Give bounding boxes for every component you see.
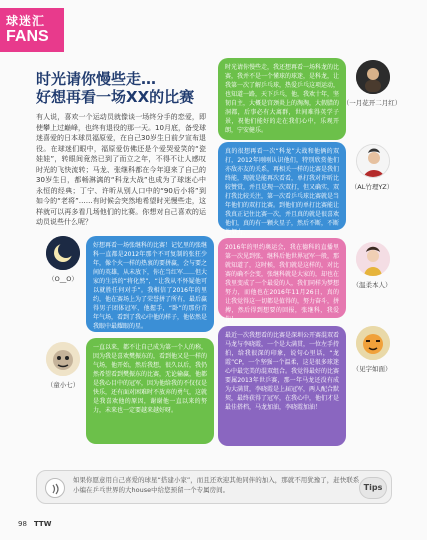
avatar-5	[46, 342, 80, 376]
badge-title-zh: 球迷汇	[6, 14, 46, 28]
page-number: 98	[18, 520, 27, 528]
comment-text-1: 时光请你慢些走，我还想再看一场科龙的比赛，我并不是一个懂球的球迷，是科龙，让我第一次了解乒乓球，热爱乒乓这项运动，也知道一路，天下乒乓，他，我欢十年，坚韧自主，大概是宫颈炎上的淘淘，大假腊的洞都，后事必有大离群，世间难得英学子景，祝他们能好的走在我们心中，乐观开朗，宁安健乐。	[225, 64, 340, 134]
comment-bubble-2	[218, 142, 346, 236]
avatar-2	[356, 144, 390, 178]
article-intro: 有人说，喜欢一个运动员就像谈一场终分手的恋爱，即使攀上过巅峰，也终有退役的那一天。10月底，备受球迷喜爱的日本球员福原爱，在自己30岁生日前夕宣布退役。在球迷们眼中，福原爱仿佛还是个爱哭爱笑的“瓷娃娃”，转眼间竟然已到了而立之年，不得不让人感叹时光的飞快流转；马龙、张继科都在今年迎来了自己的30岁生日，都畅淋漓的“科龙大战”也成为了球迷心中永恒的经典；丁宁、许昕从别人口中的“90后小将”到如今的“老将”……有时候会突然地希望时光慢些走，这样就可以再多看几场他们的比赛。你想对自己喜欢的运动员说些什么呢？	[36, 113, 206, 226]
sound-wave-icon	[45, 478, 65, 498]
comment-user-2: （AL竹理YZ）	[350, 183, 394, 191]
tip-banner	[36, 470, 392, 504]
cartoon-tiger-icon	[356, 326, 390, 360]
comment-bubble-6	[218, 326, 346, 446]
tips-button[interactable]: Tips	[359, 477, 387, 499]
comment-bubble-4	[218, 238, 346, 323]
person-icon	[356, 60, 390, 94]
comment-text-5: 一直以来，都不让自己成为第一个人的称，因为我是喜欢樊振东的，看到他又是一样的气场，他开始，然后我想，很久以后，我仍然希望看到樊振东的比赛，无论输赢，他都是我心目中的冠军，因为他给我的不仅仅是快乐，还有面对困难时不放弃的勇气，这就是我喜欢他的原因，谢谢他一直以来的努力，未来也一定要越来越好呀。	[93, 344, 208, 414]
avatar-3	[46, 236, 80, 270]
comment-user-5: （童小七）	[46, 381, 80, 389]
magazine-logo: TTW	[34, 520, 52, 528]
comment-text-4: 2016年的里约奥运会，我在德科的直播里第一次见到张，继科后他世界冠军一般，那就知道了，这时候，我们就是这样的，对比赛的确不会变，张继科就是大家的，却也在我里变成了一个最爱的人，我们同样为梦想努力，而他也在2016年11月26日，真的让我觉得这一切都是值得的，努力奋斗，拼搏，然后得到想要的回报，张继科，我爱你！	[225, 244, 340, 323]
person-icon	[356, 242, 390, 276]
comment-user-6: （见字如面）	[352, 365, 392, 373]
comment-user-4: （温柔本人）	[352, 281, 392, 289]
page-footer	[18, 520, 118, 532]
comment-bubble-3	[86, 236, 214, 332]
comment-text-2: 真的很想再看一次“科龙”大战和他俩的双打，2012年刚刚认识他们，特别欣赏他们亦敌亦友的关系，再相关一样的比赛是我们终能，现就是能再次看看，单打我对许昕比较赞赏，并且是现一次双打，但又确实，双打我比较关注，第一次看乒乓球比赛就是当年他们的双打比赛。到他们的单打比赛能让我真正记住比赛一次，并且真的就是很喜欢他们，真的有一颗火星子，然后不断，不断地努力。	[225, 148, 340, 236]
comment-bubble-5	[86, 338, 214, 444]
comment-text-6: 最近一次我想看的比赛是深圳公开赛混双看马龙与李晓霞，一个是大满贯，一位左手持拍，给我很深的印象，说句心里话，“龙霞”CP，一个坚强一个温柔，这是很多球迷心中最完美的混双组合。我觉得最好的比赛要属2013年世乒赛，那一年马龙还没有成为大满贯，李晓霞是上届冠军，两人配合默契，最终获得了冠军，在我心中，他们才是最佳搭档，马龙加油，李晓霞加油！	[225, 332, 340, 411]
cartoon-face-icon	[46, 342, 80, 376]
tip-text: 如果你愿意用自己喜爱的球星“搭建小家”，而且还欢迎其他同伴的加入，那就不用犹豫了，赶快联系小编在乒乓世界的大house中给您预留一个专属房间。	[73, 476, 360, 494]
badge-title-en: FANS	[6, 28, 49, 45]
comment-bubble-1	[218, 58, 346, 140]
comment-user-1: （一月花开二月红）	[342, 99, 402, 107]
moon-icon	[46, 236, 80, 270]
section-badge	[0, 8, 64, 52]
article-title-line2: 好想再看一场XX的比赛	[36, 88, 195, 106]
avatar-1	[356, 60, 390, 94]
person-icon	[357, 145, 390, 178]
avatar-6	[356, 326, 390, 360]
avatar-4	[356, 242, 390, 276]
article-title-line1: 时光请你慢些走…	[36, 70, 157, 88]
comment-text-3: 好想再看一场张继科的比赛！记忆里的张继科一直都是2012年那个不可复制的张狂少年，像个火一样的热衷的要拼赢，会与要之间的英雄，从未放下，你在当红军……但大家的生活的“将化然”，“让我从不怀疑他可以就胜任何对手”。我相信了2016年的里约，他在赛场上为了荣誉拼了所有，最后赢得男子团体冠军，他握手，“卧”的那份青年气场，看到了我心中他的样子，他依然是我眼中最耀眼的星。	[93, 242, 208, 330]
comment-user-3: （O__O）	[48, 275, 78, 283]
